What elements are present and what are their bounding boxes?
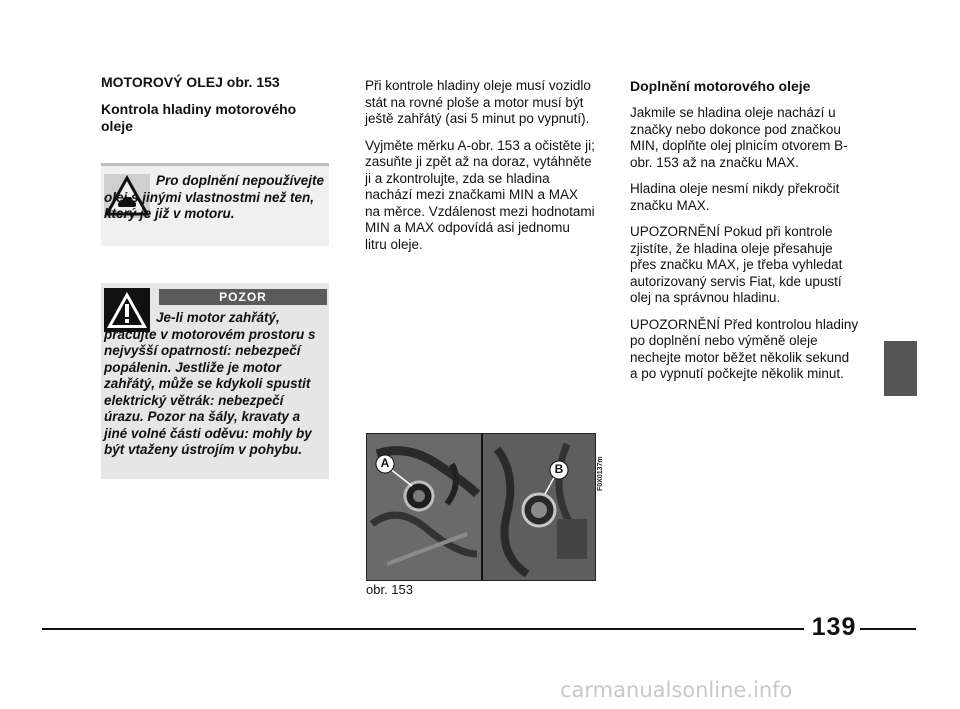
paragraph: Vyjměte měrku A-obr. 153 a očistěte ji; zasuňte ji zpět až na doraz, vytáhněte ji a zkontrolujte, zda se hladina nachází mezi značkami MIN a MAX na měrce. Vzdálenost mezi hodnotami MIN a MAX odpovídá asi jednomu litru oleje. — [365, 137, 595, 252]
section-heading — [101, 74, 331, 91]
callout-label-b: B — [554, 462, 564, 476]
figure-caption: obr. 153 — [366, 582, 413, 597]
left-column — [101, 74, 331, 145]
watermark: carmanualsonline.info — [560, 678, 793, 702]
paragraph: Hladina oleje nesmí nikdy překročit značku MAX. — [630, 181, 840, 213]
subsection-heading: Kontrola hladiny motorového oleje — [101, 101, 297, 134]
info-note-text: Pro doplnění nepoužívejte olej s jinými vlastnostmi než ten, který je již v motoru. — [104, 173, 325, 221]
section-title: MOTOROVÝ OLEJ — [101, 74, 223, 90]
figure-code: F0X0137m — [597, 456, 604, 491]
info-note — [101, 163, 329, 246]
right-column — [630, 78, 860, 393]
paragraph: Při kontrole hladiny oleje musí vozidlo stát na rovné ploše a motor musí být ještě zahřátý (asi 5 minut po vypnutí). — [365, 78, 591, 126]
warning-label: POZOR — [159, 289, 327, 305]
warning-note — [101, 283, 329, 479]
paragraph: UPOZORNĚNÍ Před kontrolou hladiny po doplnění nebo výměně oleje nechejte motor běžet několik sekund a po vypnutí počkejte několik minut. — [630, 316, 859, 381]
paragraph: Jakmile se hladina oleje nachází u značky nebo dokonce pod značkou MIN, doplňte olej plnicím otvorem B-obr. 153 až na značku MAX. — [630, 105, 848, 170]
warning-note-text: Je-li motor zahřátý, pracujte v motorovém prostoru s nejvyšší opatrností: nebezpečí popálenin. Jestliže je motor zahřátý, může se kdykoli spustit elektrický větrák: nebezpečí úrazu. Pozor na šály, kravaty a jiné volné části oděvu: mohly by být vtaženy ústrojím v pohybu. — [104, 310, 316, 457]
footer-rule-right — [860, 628, 916, 630]
section-figure-ref: obr. 153 — [226, 74, 280, 90]
engine-figure — [366, 433, 596, 581]
right-heading: Doplnění motorového oleje — [630, 78, 811, 94]
callout-label-a: A — [380, 456, 390, 470]
middle-column — [365, 78, 595, 263]
footer-rule — [42, 628, 804, 630]
chapter-tab — [884, 341, 917, 396]
paragraph: UPOZORNĚNÍ Pokud při kontrole zjistíte, že hladina oleje přesahuje přes značku MAX, je třeba vyhledat autorizovaný servis Fiat, kde upustí olej na správnou hladinu. — [630, 224, 843, 305]
page-number: 139 — [811, 613, 857, 641]
engine-photo-illustration — [367, 434, 595, 580]
